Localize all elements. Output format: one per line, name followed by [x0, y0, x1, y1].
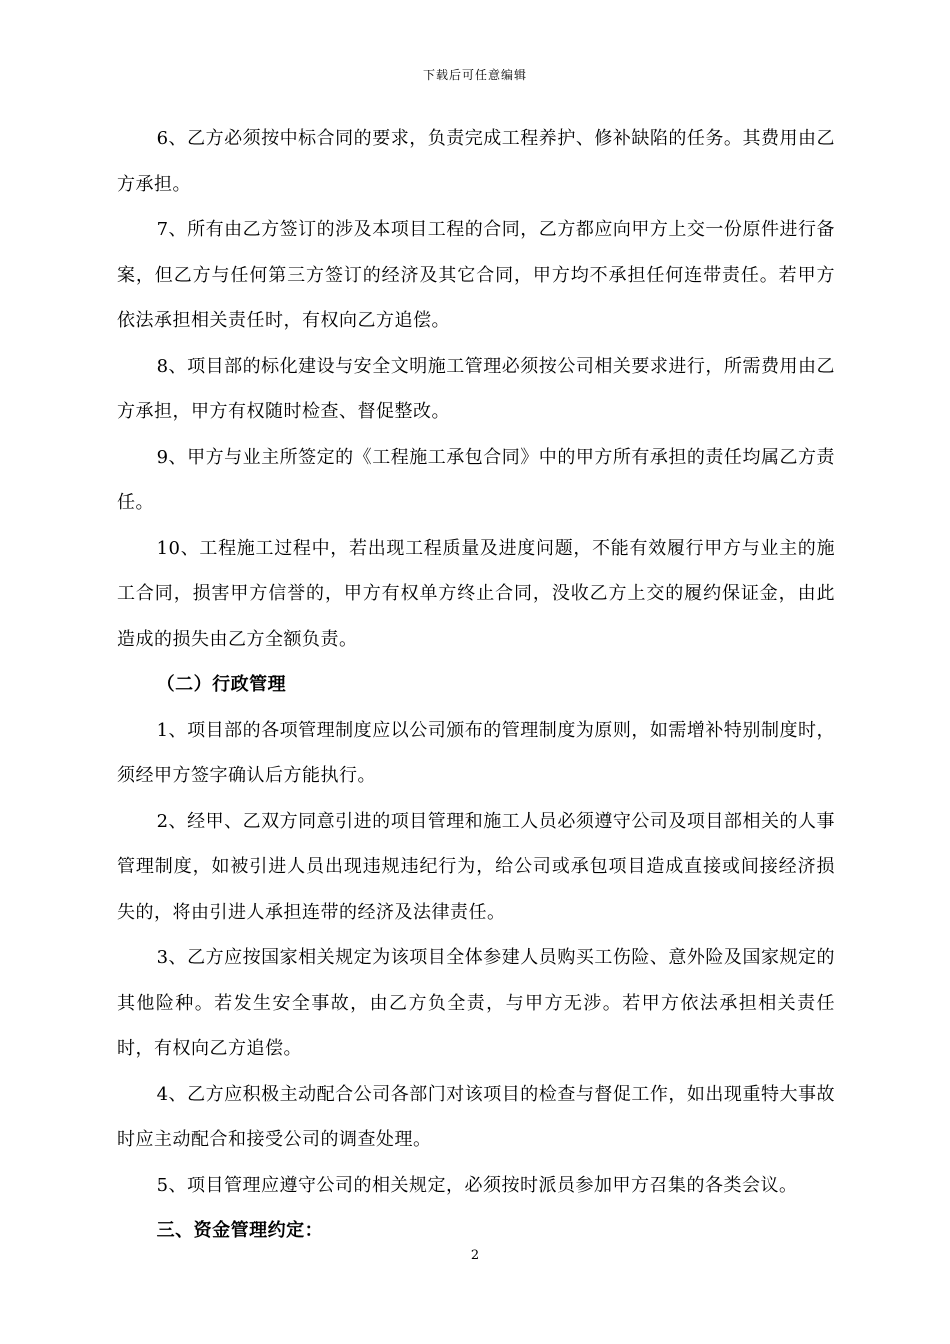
clause-7: 7、所有由乙方签订的涉及本项目工程的合同，乙方都应向甲方上交一份原件进行备案，但乙方与任何第三方签订的经济及其它合同，甲方均不承担任何连带责任。若甲方依法承担相关责任时，有权向乙方追偿。	[117, 219, 835, 331]
page-number: 2	[470, 1248, 480, 1263]
clause-9: 9、甲方与业主所签定的《工程施工承包合同》中的甲方所有承担的责任均属乙方责任。	[117, 446, 835, 513]
page-header: 下载后可任意编辑	[422, 68, 527, 82]
admin-clause-4: 4、乙方应积极主动配合公司各部门对该项目的检查与督促工作，如出现重特大事故时应主动配合和接受公司的调查处理。	[117, 1083, 835, 1150]
section-heading-administrative: （二）行政管理	[156, 674, 287, 695]
clause-10: 10、工程施工过程中，若出现工程质量及进度问题，不能有效履行甲方与业主的施工合同，损害甲方信誉的，甲方有权单方终止合同，没收乙方上交的履约保证金，由此造成的损失由乙方全额负责。	[117, 537, 835, 650]
document-body	[117, 116, 835, 1254]
admin-clause-1: 1、项目部的各项管理制度应以公司颁布的管理制度为原则，如需增补特别制度时，须经甲方签字确认后方能执行。	[117, 719, 835, 786]
clause-8: 8、项目部的标化建设与安全文明施工管理必须按公司相关要求进行，所需费用由乙方承担，甲方有权随时检查、督促整改。	[117, 355, 835, 422]
admin-clause-5: 5、项目管理应遵守公司的相关规定，必须按时派员参加甲方召集的各类会议。	[156, 1174, 798, 1196]
admin-clause-3: 3、乙方应按国家相关规定为该项目全体参建人员购买工伤险、意外险及国家规定的其他险种。若发生安全事故，由乙方负全责，与甲方无涉。若甲方依法承担相关责任时，有权向乙方追偿。	[117, 947, 835, 1059]
section-heading-funds: 三、资金管理约定：	[156, 1220, 324, 1241]
clause-6: 6、乙方必须按中标合同的要求，负责完成工程养护、修补缺陷的任务。其费用由乙方承担。	[117, 128, 835, 195]
admin-clause-2: 2、经甲、乙双方同意引进的项目管理和施工人员必须遵守公司及项目部相关的人事管理制度，如被引进人员出现违规违纪行为，给公司或承包项目造成直接或间接经济损失的，将由引进人承担连带的经济及法律责任。	[117, 810, 835, 923]
